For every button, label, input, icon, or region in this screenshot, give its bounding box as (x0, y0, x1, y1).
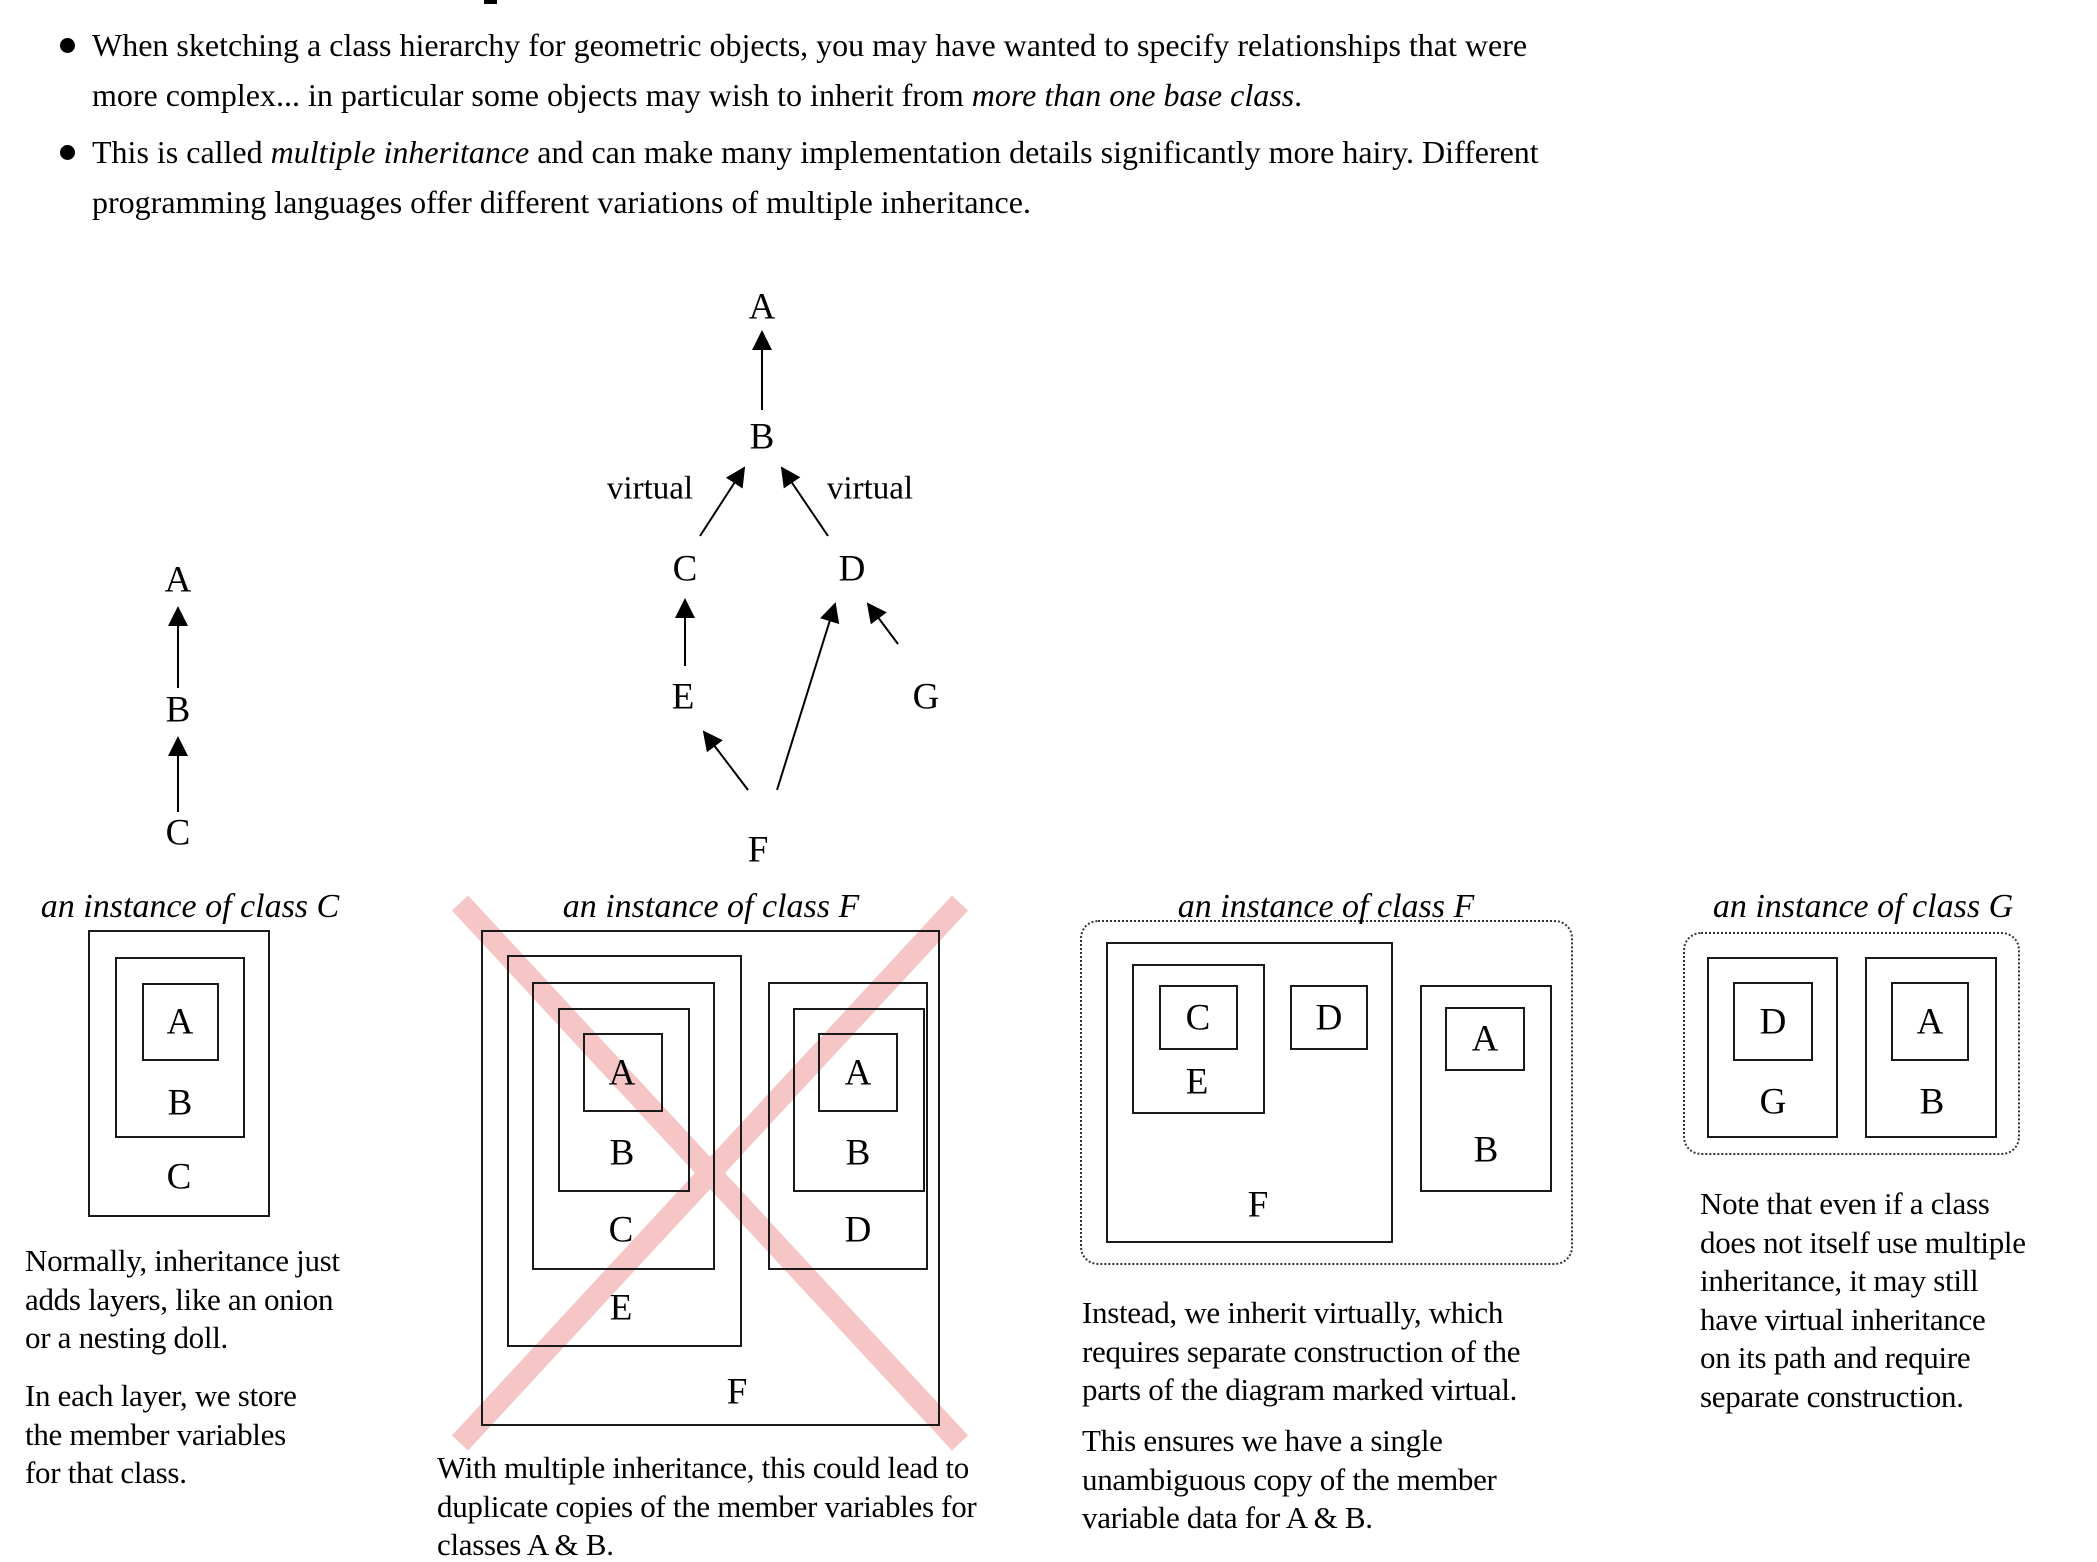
arrow-f-to-e (704, 732, 748, 790)
note-line: With multiple inheritance, this could lead to (437, 1450, 969, 1485)
chain-node-a: A (164, 559, 192, 601)
note-line: inheritance, it may still (1700, 1263, 1979, 1298)
arrow-c-to-b-virtual (700, 468, 744, 536)
note-line: In each layer, we store (25, 1378, 297, 1413)
note-under-f-crossed (437, 1449, 976, 1562)
note-under-c-paragraph-2 (25, 1377, 297, 1493)
note-under-c-paragraph-1 (25, 1242, 340, 1358)
note-line: This ensures we have a single (1082, 1423, 1443, 1458)
note-under-f-virtual-paragraph-1 (1082, 1294, 1520, 1410)
caption-instance-f-crossed: an instance of class F (562, 888, 860, 925)
instance-f-label-a-right: A (844, 1052, 872, 1094)
note-line: requires separate construction of the (1082, 1333, 1521, 1369)
note-line: on its path and require (1700, 1340, 1971, 1375)
multi-node-f: F (747, 829, 769, 871)
instance-fv-label-c: C (1185, 997, 1211, 1039)
note-line: adds layers, like an onion (25, 1281, 334, 1317)
instance-fv-label-e: E (1185, 1061, 1209, 1103)
instance-f-label-d: D (844, 1209, 872, 1251)
instance-f-label-a-left: A (608, 1052, 636, 1094)
caption-instance-f-virtual: an instance of class F (1177, 888, 1475, 925)
note-line: does not itself use multiple (1700, 1224, 2026, 1260)
note-line: Normally, inheritance just (25, 1243, 340, 1278)
note-line: duplicate copies of the member variables for (437, 1488, 977, 1524)
instance-g-label-g: G (1759, 1081, 1787, 1123)
chain-node-b: B (165, 689, 191, 731)
multi-node-b: B (749, 416, 775, 458)
instance-f-label-b-right: B (845, 1132, 871, 1174)
caption-instance-c: an instance of class C (40, 888, 340, 925)
note-line: have virtual inheritance (1700, 1301, 1986, 1337)
bullet-1-line-1: When sketching a class hierarchy for geometric objects, you may have wanted to specify relationships that were (92, 27, 1528, 63)
note-under-f-virtual-paragraph-2 (1082, 1422, 1497, 1538)
instance-f-label-f: F (726, 1371, 748, 1413)
instance-fv-label-d: D (1315, 997, 1343, 1039)
note-line: or a nesting doll. (25, 1320, 228, 1355)
multi-node-g: G (912, 676, 940, 718)
multi-node-d: D (838, 548, 866, 590)
note-line: unambiguous copy of the member (1082, 1461, 1497, 1497)
arrow-d-to-b-virtual (782, 468, 828, 536)
instance-c-label-c: C (166, 1156, 192, 1198)
note-line: for that class. (25, 1455, 187, 1490)
note-line: Note that even if a class (1700, 1186, 1990, 1221)
multi-node-a: A (748, 286, 776, 328)
instance-f-label-e: E (609, 1287, 633, 1329)
bullet-1-line-2: more complex... in particular some objects may wish to inherit from more than one base class. (92, 77, 1303, 113)
multi-node-c: C (672, 548, 698, 590)
note-line: classes A & B. (437, 1527, 614, 1562)
instance-g-label-a: A (1916, 1001, 1944, 1043)
instance-f-label-b-left: B (609, 1132, 635, 1174)
bullet-2-line-2: programming languages offer different variations of multiple inheritance. (92, 184, 1031, 220)
instance-fv-label-f: F (1247, 1184, 1269, 1226)
caption-instance-g: an instance of class G (1712, 888, 2014, 925)
virtual-label-right: virtual (826, 470, 914, 507)
bullet-2-line-1: This is called multiple inheritance and can make many implementation details significantly more hairy. Different (92, 134, 1539, 170)
instance-c-label-b: B (167, 1082, 193, 1124)
arrow-g-to-d (868, 604, 898, 644)
note-line: parts of the diagram marked virtual. (1082, 1372, 1518, 1407)
note-line: separate construction. (1700, 1378, 1964, 1414)
instance-fv-label-b: B (1473, 1129, 1499, 1171)
instance-f-label-c: C (608, 1209, 634, 1251)
note-under-g (1700, 1185, 2026, 1416)
virtual-label-left: virtual (606, 470, 694, 507)
multi-node-e: E (671, 676, 695, 718)
arrow-f-to-d (777, 604, 835, 790)
note-line: variable data for A & B. (1082, 1500, 1373, 1535)
note-line: Instead, we inherit virtually, which (1082, 1295, 1504, 1330)
note-line: the member variables (25, 1416, 286, 1452)
instance-g-label-b: B (1919, 1081, 1945, 1123)
instance-g-label-d: D (1759, 1001, 1787, 1043)
instance-c-label-a: A (166, 1001, 194, 1043)
instance-fv-label-a: A (1471, 1018, 1499, 1060)
chain-node-c: C (165, 812, 191, 854)
